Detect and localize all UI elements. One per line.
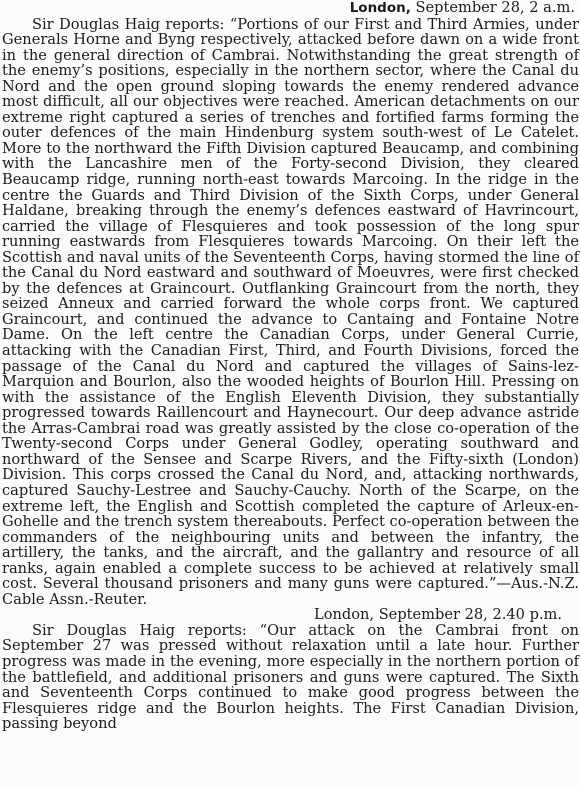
dateline-date: September 28, 2.40 p.m. [378, 606, 563, 624]
dateline-place: London, [314, 606, 375, 624]
dispatch-text-second: Sir Douglas Haig reports: “Our attack on the Cambrai front on September 27 was pressed without relaxation until a late hour. Further progress was made in the evening, more especially in the northern portion of the battlefield, and additional prisoners and guns were captured. The Sixth and Seventeenth Corps continued to make good progress between the Flesquieres ridge and the Bourlon heights. The First Canadian Division, passing beyond [2, 621, 579, 733]
dateline-second [2, 607, 579, 623]
dispatch-text-first: Sir Douglas Haig reports: “Portions of our First and Third Armies, under Generals Horne and Byng respectively, attacked before dawn on a wide front in the general direction of Cambrai. Notwithstanding the great strength of the enemy’s positions, especially in the northern sector, where the Canal du Nord and the open ground sloping towards the enemy rendered advance most difficult, all our objectives were reached. American detachments on our extreme right captured a series of trenches and fortified farms forming the outer defences of the main Hindenburg system south-west of Le Catelet. More to the northward the Fifth Division captured Beaucamp, and combining with the Lancashire men of the Forty-second Division, they cleared Beaucamp ridge, running north-east towards Marcoing. In the ridge in the centre the Guards and Third Division of the Sixth Corps, under General Haldane, breaking through the enemy’s defences eastward of Havrincourt, carried the village of Flesquieres and took possession of the long spur running eastwards from Flesquieres towards Marcoing. On their left the Scottish and naval units of the Seventeenth Corps, having stormed the line of the Canal du Nord eastward and southward of Moeuvres, were first checked by the defences at Graincourt. Outflanking Graincourt from the north, they seized Anneux and carried forward the whole corps front. We captured Graincourt, and continued the advance to Cantaing and Fontaine Notre Dame. On the left centre the Canadian Corps, under General Currie, attacking with the Canadian First, Third, and Fourth Divisions, forced the passage of the Canal du Nord and captured the villages of Sains-lez-Marquion and Bourlon, also the wooded heights of Bourlon Hill. Pressing on with the assistance of the English Eleventh Division, they substantially progressed towards Raillencourt and Haynecourt. Our deep advance astride the Arras-Cambrai road was greatly assisted by the close co-operation of the Twenty-second Corps under General Godley, operating southward and northward of the Sensee and Scarpe Rivers, and the Fifty-sixth (London) Division. This corps crossed the Canal du Nord, and, attacking northwards, captured Sauchy-Lestree and Sauchy-Cauchy. North of the Scarpe, on the extreme left, the English and Scottish completed the capture of Arleux-en-Gohelle and the trench system thereabouts. Perfect co-operation between the commanders of the neighbouring units and between the infantry, the artillery, the tanks, and the aircraft, and the gallantry and resource of all ranks, again enabled a complete success to be achieved at relatively small cost. Several thousand prisoners and many guns were captured.”—Aus.-N.Z. Cable Assn.-Reuter. [2, 15, 579, 608]
dateline-date: September 28, 2 a.m. [415, 0, 575, 16]
dateline-place: London, [349, 0, 411, 16]
dateline-first [2, 0, 579, 17]
